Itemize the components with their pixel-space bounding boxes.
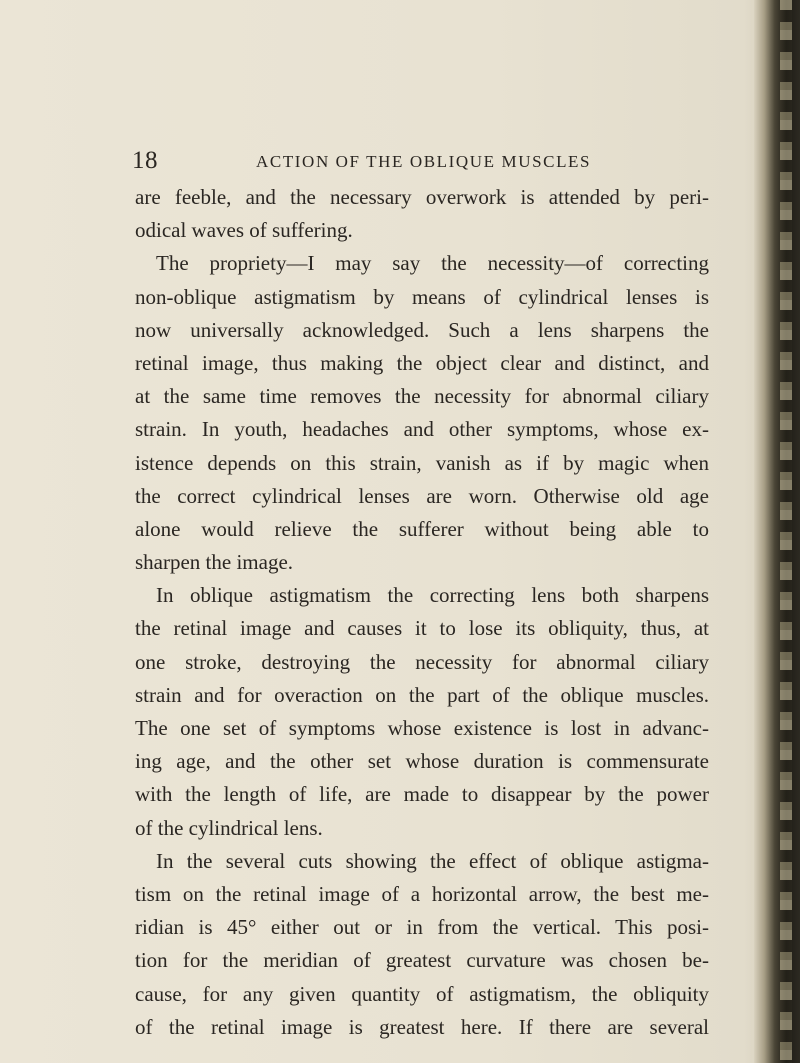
paragraph-first-line: In oblique astigmatism the correcting lens both sharpens bbox=[156, 583, 709, 608]
text-line: The one set of symptoms whose existence is lost in advanc- bbox=[135, 716, 709, 740]
text-line: istence depends on this strain, vanish as if by magic when bbox=[135, 450, 709, 475]
text-line: tism on the retinal image of a horizontal arrow, the best me- bbox=[135, 881, 709, 906]
text-line: cause, for any given quantity of astigmatism, the obliquity bbox=[135, 981, 709, 1006]
text-line: retinal image, thus making the object clear and distinct, and bbox=[135, 350, 709, 375]
text-line: tion for the meridian of greatest curvature was chosen be- bbox=[135, 948, 709, 973]
page-stack-edge bbox=[780, 0, 792, 1063]
body-text bbox=[135, 181, 709, 1044]
text-line: are feeble, and the necessary overwork is attended by peri- bbox=[135, 185, 709, 209]
page-header bbox=[132, 146, 732, 176]
text-line: ridian is 45° either out or in from the vertical. This posi- bbox=[135, 915, 709, 940]
text-line: strain and for overaction on the part of the oblique muscles. bbox=[135, 682, 709, 707]
text-line: with the length of life, are made to disappear by the power bbox=[135, 782, 709, 807]
paragraph-first-line: The propriety—I may say the necessity—of correcting bbox=[156, 251, 709, 276]
text-line: of the cylindrical lens. bbox=[135, 815, 323, 840]
text-line: non-oblique astigmatism by means of cylindrical lenses is bbox=[135, 284, 709, 309]
text-line: sharpen the image. bbox=[135, 550, 294, 575]
text-line: of the retinal image is greatest here. If there are several bbox=[135, 1014, 709, 1039]
text-line: ing age, and the other set whose duration is commensurate bbox=[135, 749, 709, 774]
page-number: 18 bbox=[132, 147, 158, 174]
text-line: the retinal image and causes it to lose its obliquity, thus, at bbox=[135, 616, 709, 641]
running-head: ACTION OF THE OBLIQUE MUSCLES bbox=[256, 152, 592, 171]
text-line: odical waves of suffering. bbox=[135, 218, 353, 243]
text-line: at the same time removes the necessity for abnormal ciliary bbox=[135, 384, 709, 409]
paragraph-first-line: In the several cuts showing the effect of oblique astigma- bbox=[156, 848, 709, 873]
text-line: the correct cylindrical lenses are worn. Otherwise old age bbox=[135, 483, 709, 508]
text-line: strain. In youth, headaches and other symptoms, whose ex- bbox=[135, 417, 709, 442]
book-binding-edge bbox=[754, 0, 800, 1063]
text-line: now universally acknowledged. Such a lens sharpens the bbox=[135, 317, 709, 342]
text-line: alone would relieve the sufferer without being able to bbox=[135, 516, 709, 541]
text-line: one stroke, destroying the necessity for abnormal ciliary bbox=[135, 649, 709, 674]
